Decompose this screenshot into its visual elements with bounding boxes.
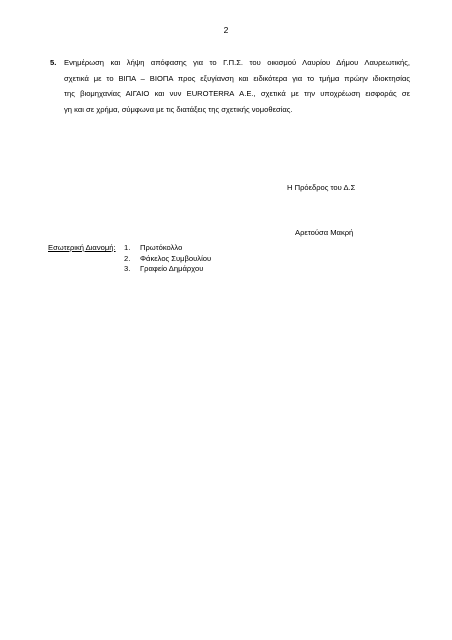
- agenda-item-line: Ενημέρωση και λήψη απόφασης για το Γ.Π.Σ. του οικισμού Λαυρίου Δήμου Λαυρεωτικής,: [64, 58, 410, 67]
- list-item-text: Γραφείο Δημάρχου: [140, 264, 204, 273]
- list-item: [124, 264, 211, 275]
- list-item-number: 2.: [124, 253, 131, 263]
- agenda-item-line: γη και σε χρήμα, σύμφωνα με τις διατάξεις της σχετικής νομοθεσίας.: [64, 104, 293, 114]
- agenda-item-number: 5.: [50, 58, 57, 67]
- list-item-text: Πρωτόκολλο: [140, 243, 183, 252]
- list-item-text: Φάκελος Συμβουλίου: [140, 253, 212, 263]
- distribution-list: [124, 243, 211, 275]
- agenda-item-line: σχετικά με το ΒΙΠΑ – ΒΙΟΠΑ προς εξυγίανση και ειδικότερα για το τμήμα πρώην ιδιοκτησίας: [64, 73, 410, 83]
- list-item-number: 3.: [124, 264, 131, 273]
- list-item-number: 1.: [124, 243, 131, 252]
- distribution-label: Εσωτερική Διανομή:: [48, 243, 116, 252]
- agenda-item-line: της βιομηχανίας ΑΙΓΑΙΟ και νυν EUROTERRA Α.Ε., σχετικά με την υποχρέωση εισφοράς σε: [64, 89, 410, 98]
- agenda-item-text: [64, 55, 410, 117]
- signature-name: Αρετούσα Μακρή: [295, 228, 354, 237]
- page-number: 2: [223, 25, 229, 35]
- agenda-item: [50, 55, 410, 117]
- list-item: [124, 243, 211, 254]
- signature-role: Η Πρόεδρος του Δ.Σ: [287, 183, 356, 192]
- list-item: [124, 254, 211, 265]
